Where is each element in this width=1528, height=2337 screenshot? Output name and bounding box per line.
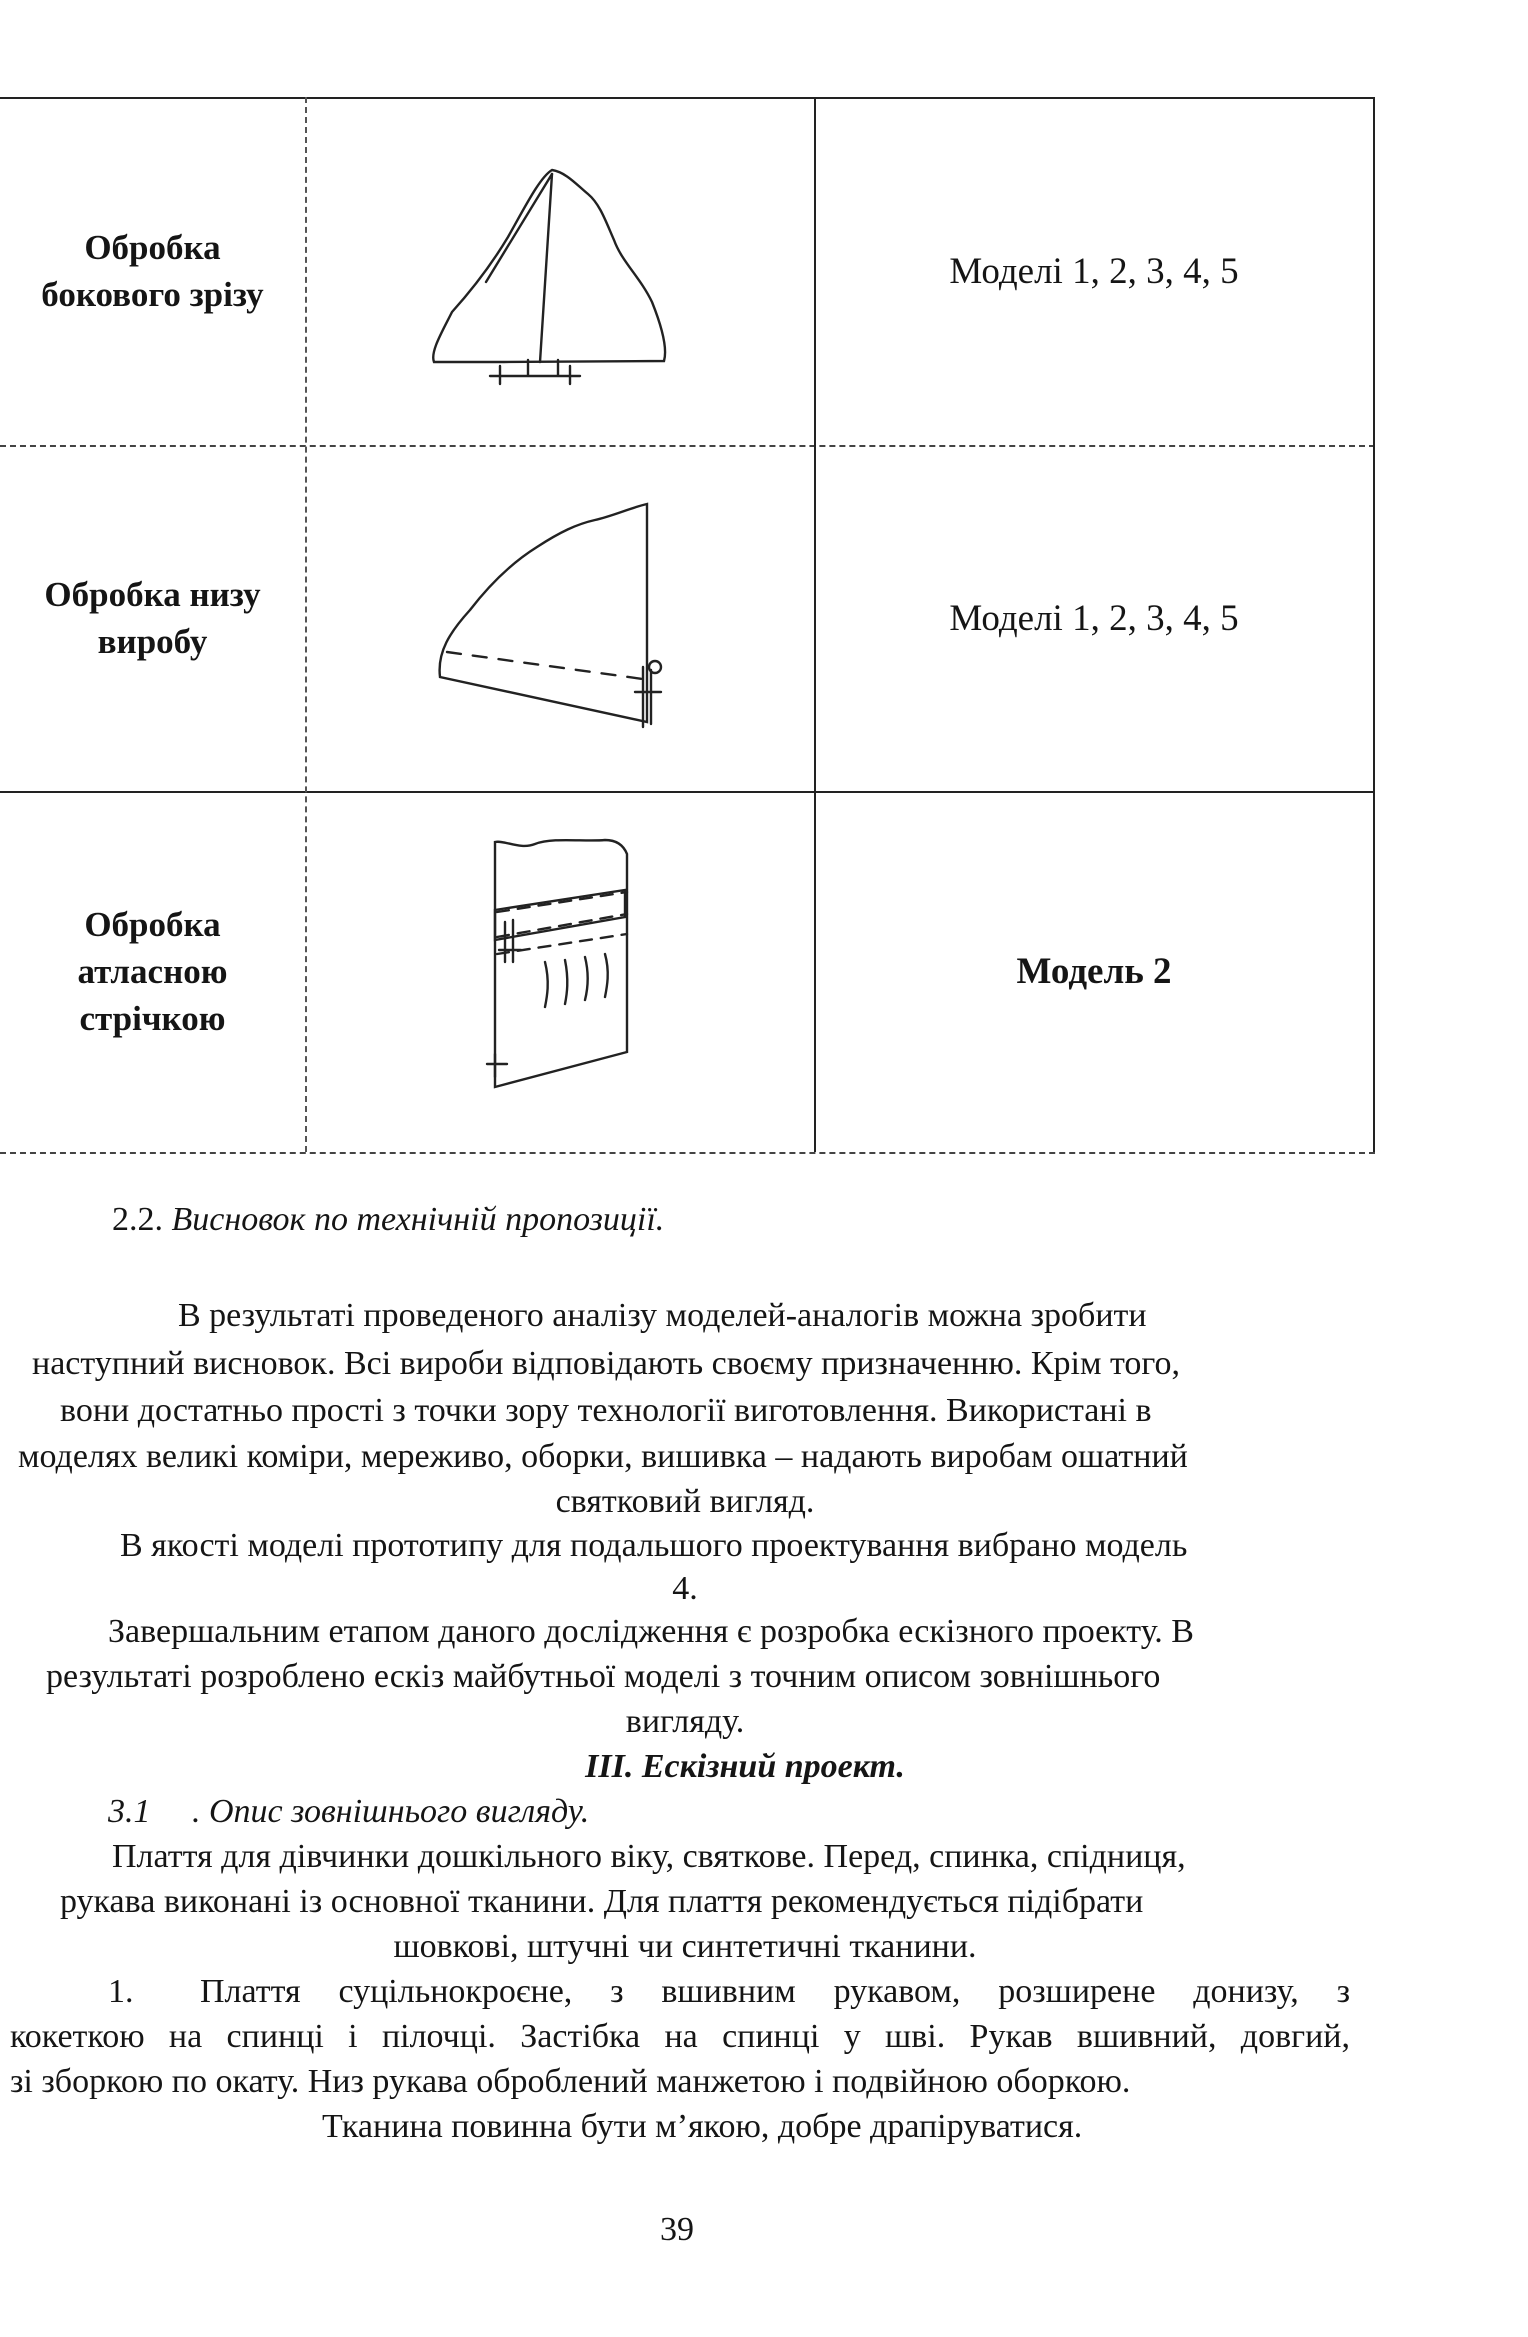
paragraph-line: Завершальним етапом даного дослідження є розробка ескізного проекту. В <box>108 1613 1194 1650</box>
processing-table <box>0 97 1375 1152</box>
paragraph-line: вони достатньо прості з точки зору технології виготовлення. Використані в <box>60 1392 1152 1429</box>
table-column-divider <box>305 97 307 1152</box>
models-cell: Моделі 1, 2, 3, 4, 5 <box>949 597 1239 639</box>
section-2-2-heading <box>112 1198 664 1242</box>
models-cell: Моделі 1, 2, 3, 4, 5 <box>949 250 1239 292</box>
list-item-line: Плаття суцільнокроєне, з вшивним рукавом, розширене донизу, з <box>200 1973 1350 2010</box>
paragraph-line: вигляду. <box>625 1703 745 1740</box>
paragraph-line: Плаття для дівчинки дошкільного віку, святкове. Перед, спинка, спідниця, <box>112 1838 1186 1875</box>
paragraph-line: В результаті проведеного аналізу моделей-аналогів можна зробити <box>178 1297 1147 1334</box>
section-title: Висновок по технічній пропозиції. <box>171 1201 665 1238</box>
hem-finishing-sketch <box>425 492 685 742</box>
section-number: 2.2. <box>112 1201 163 1238</box>
page-number: 39 <box>660 2211 694 2248</box>
section-3-heading: III. Ескізний проект. <box>585 1748 905 1785</box>
models-cell: Модель 2 <box>1016 951 1172 992</box>
paragraph-line: наступний висновок. Всі вироби відповідають своєму призначенню. Крім того, <box>32 1345 1180 1382</box>
section-3-1-number: 3.1 <box>108 1793 151 1830</box>
paragraph-line: результаті розроблено ескіз майбутньої моделі з точним описом зовнішнього <box>46 1658 1161 1695</box>
side-seam-sketch <box>420 162 680 397</box>
paragraph-line: святковий вигляд. <box>555 1483 815 1520</box>
paragraph-line: В якості моделі прототипу для подальшого проектування вибрано модель <box>120 1527 1188 1564</box>
label-line: атласною <box>77 952 228 991</box>
paragraph-line: шовкові, штучні чи синтетичні тканини. <box>393 1928 977 1965</box>
list-item-line: зі зборкою по окату. Низ рукава оброблений манжетою і подвійною оборкою. <box>10 2063 1131 2100</box>
satin-ribbon-sketch <box>465 832 665 1107</box>
list-item-number: 1. <box>108 1973 134 2010</box>
label-line: бокового зрізу <box>41 275 264 314</box>
table-row-label <box>0 445 305 791</box>
paragraph-line: моделях великі коміри, мереживо, оборки, вишивка – надають виробам ошатний <box>18 1438 1188 1475</box>
table-row-label <box>0 791 305 1152</box>
label-line: Обробка низу <box>44 575 261 614</box>
table-bottom-border <box>0 1152 1375 1154</box>
label-line: Обробка <box>84 905 221 944</box>
table-row-label <box>0 97 305 445</box>
section-3-1-title: . Опис зовнішнього вигляду. <box>192 1793 590 1830</box>
paragraph-line: рукава виконані із основної тканини. Для плаття рекомендується підібрати <box>60 1883 1144 1920</box>
paragraph-line: Тканина повинна бути м’якою, добре драпіруватися. <box>322 2108 1083 2145</box>
label-line: Обробка <box>84 228 221 267</box>
list-item-line: кокеткою на спинці і пілочці. Застібка на спинці у шві. Рукав вшивний, довгий, <box>10 2018 1350 2055</box>
label-line: стрічкою <box>79 999 226 1038</box>
label-line: виробу <box>97 622 208 661</box>
paragraph-line: 4. <box>672 1570 698 1607</box>
